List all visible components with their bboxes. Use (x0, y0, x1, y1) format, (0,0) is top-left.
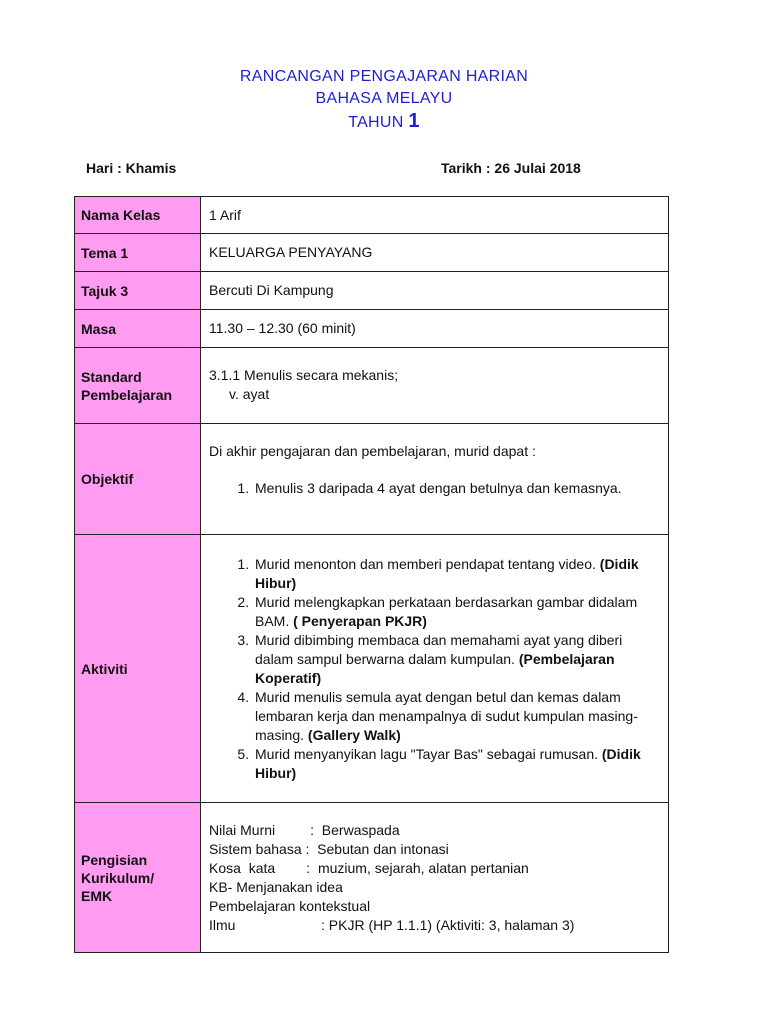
label-pengisian-line2: Kurikulum/ (81, 869, 155, 886)
label-pengisian-line1: Pengisian (81, 851, 148, 868)
row-standard (75, 348, 669, 424)
pengisian-line: Nilai Murni : Berwaspada (209, 821, 400, 838)
year-label: TAHUN (348, 114, 409, 131)
document-subject: BAHASA MELAYU (315, 90, 453, 107)
label-standard-line1: Standard (81, 368, 142, 385)
activity-text: Murid dibimbing membaca dan memahami ayat yang diberi dalam sampul berwarna dalam kumpulan. (255, 631, 623, 667)
label-pengisian-line3: EMK (81, 887, 113, 904)
label-objektif: Objektif (75, 424, 201, 535)
label-standard-line2: Pembelajaran (81, 386, 173, 403)
label-tema: Tema 1 (75, 234, 201, 272)
row-aktiviti (75, 535, 669, 803)
value-standard (201, 348, 669, 424)
pengisian-line: Kosa kata : muzium, sejarah, alatan pertanian (209, 859, 529, 876)
label-nama-kelas: Nama Kelas (75, 197, 201, 234)
activity-text: Murid menyanyikan lagu "Tayar Bas" sebagai rumusan. (255, 745, 602, 762)
pengisian-line: Ilmu : PKJR (HP 1.1.1) (Aktiviti: 3, halaman 3) (209, 916, 575, 933)
activity-item (253, 745, 660, 783)
day-label: Hari : Khamis (86, 160, 177, 176)
date-label: Tarikh : 26 Julai 2018 (441, 160, 581, 176)
label-pengisian (75, 803, 201, 953)
activity-item (253, 631, 660, 688)
row-objektif (75, 424, 669, 535)
activity-tag: (Pembelajaran Koperatif) (255, 650, 615, 686)
value-tajuk: Bercuti Di Kampung (201, 272, 669, 310)
value-nama-kelas: 1 Arif (201, 197, 669, 234)
lesson-plan-table (74, 196, 669, 953)
objective-item: 1. Menulis 3 daripada 4 ayat dengan betulnya dan kemasnya. (253, 479, 660, 498)
standard-line2: v. ayat (229, 386, 270, 402)
year-number: 1 (408, 110, 420, 132)
label-aktiviti: Aktiviti (75, 535, 201, 803)
row-nama-kelas (75, 197, 669, 234)
objective-lead: Di akhir pengajaran dan pembelajaran, murid dapat : (209, 443, 536, 459)
label-masa: Masa (75, 310, 201, 348)
activity-tag: (Didik Hibur) (255, 745, 641, 781)
row-masa (75, 310, 669, 348)
activity-item (253, 555, 660, 593)
document-title: RANCANGAN PENGAJARAN HARIAN (239, 68, 529, 85)
activity-text: Murid menonton dan memberi pendapat tentang video. (255, 555, 600, 572)
value-objektif (201, 424, 669, 535)
document-header (0, 66, 768, 134)
value-tema: KELUARGA PENYAYANG (201, 234, 669, 272)
activity-tag: ( Penyerapan PKJR) (293, 612, 427, 629)
value-masa: 11.30 – 12.30 (60 minit) (201, 310, 669, 348)
document-year (0, 110, 768, 134)
label-standard (75, 348, 201, 424)
label-tajuk: Tajuk 3 (75, 272, 201, 310)
activity-text: Murid menulis semula ayat dengan betul dan kemas dalam lembaran kerja dan menampalnya di sudut kumpulan masing-masing. (255, 688, 638, 743)
activity-text: Murid melengkapkan perkataan berdasarkan gambar didalam BAM. (255, 593, 638, 629)
pengisian-line: Sistem bahasa : Sebutan dan intonasi (209, 840, 449, 857)
standard-line1: 3.1.1 Menulis secara mekanis; (209, 367, 399, 383)
value-pengisian (201, 803, 669, 953)
pengisian-line: Pembelajaran kontekstual (209, 897, 371, 914)
activity-item (253, 593, 660, 631)
activity-tag: (Gallery Walk) (307, 726, 401, 743)
pengisian-line: KB- Menjanakan idea (209, 878, 343, 895)
row-tema (75, 234, 669, 272)
row-tajuk (75, 272, 669, 310)
row-pengisian (75, 803, 669, 953)
objective-list (209, 479, 660, 498)
activity-list (209, 555, 660, 783)
value-aktiviti (201, 535, 669, 803)
activity-tag: (Didik Hibur) (255, 555, 639, 591)
activity-item (253, 688, 660, 745)
